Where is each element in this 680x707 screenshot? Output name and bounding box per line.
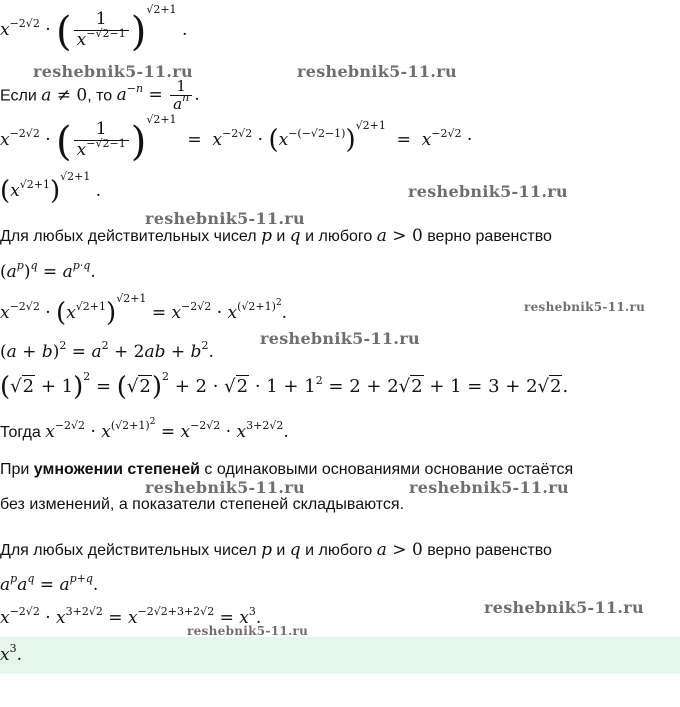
watermark: reshebnik5-11.ru: [484, 598, 644, 617]
watermark: reshebnik5-11.ru: [187, 624, 309, 638]
negative-exponent-rule: Если a ≠ 0, то $a^{-n}$ = $\frac{1}{a^n}$ .: [0, 77, 200, 114]
product-rule-text-2: без изменений, а показатели степеней складываются.: [0, 496, 405, 513]
product-rule-text-1: При умножении степеней с одинаковыми основаниями основание остаётся: [0, 461, 574, 478]
watermark: reshebnik5-11.ru: [409, 478, 569, 497]
answer: $x^3$.: [0, 642, 22, 665]
answer-highlight: [0, 637, 680, 674]
watermark: reshebnik5-11.ru: [145, 478, 305, 497]
watermark: reshebnik5-11.ru: [408, 182, 568, 201]
product-rule-formula: $a^pa^q = a^{p+q}$.: [0, 572, 99, 595]
square-computation: $(√2 + 1)^2 = (√2)^2 + 2 \cdot √2 \cdot 1 + 1^2 = 2 + 2√2 + 1 = 3 + 2√2$.: [0, 370, 569, 402]
power-of-power-formula: $(a^p)^q = a^{p\cdot q}$.: [0, 259, 96, 282]
power-of-power-rule-text: Для любых действительных чисел p и q и любого a > 0 верно равенство: [0, 226, 552, 246]
expression-original: $x^{-2√2}$ · ( $\frac{1}{x^{-√2-1}}$ )$^{√2+1}$ .: [0, 3, 188, 55]
expression-step-1-cont: $(x^{√2+1})^{√2+1}$ .: [0, 170, 102, 206]
then-statement: Тогда $x^{-2√2} \cdot x^{(√2+1)^2} = x^{-2√2} \cdot x^{3+2√2}$.: [0, 417, 289, 442]
square-of-sum-formula: $(a + b)^2 = a^2 + 2ab + b^2$.: [0, 339, 214, 362]
product-rule-emphasis: умножении степеней: [33, 461, 200, 478]
watermark: reshebnik5-11.ru: [297, 62, 457, 81]
expression-step-1: $x^{-2√2}$ · ( $\frac{1}{x^{-√2-1}}$ )$^{√2+1} = x^{-2√2} \cdot (x^{-(-√2-1)})^{√2+1} = x^{-2√2}$ ·: [0, 113, 473, 165]
expression-step-final: $x^{-2√2} \cdot x^{3+2√2} = x^{-2√2+3+2√2} = x^3$.: [0, 605, 262, 628]
watermark: reshebnik5-11.ru: [33, 62, 193, 81]
expression-step-2: $x^{-2√2} \cdot (x^{√2+1})^{√2+1} = x^{-2√2} \cdot x^{(√2+1)^2}$.: [0, 292, 288, 328]
watermark: reshebnik5-11.ru: [145, 209, 305, 228]
product-rule-intro: Для любых действительных чисел p и q и любого a > 0 верно равенство: [0, 540, 552, 560]
watermark: reshebnik5-11.ru: [260, 329, 420, 348]
watermark: reshebnik5-11.ru: [524, 300, 646, 314]
